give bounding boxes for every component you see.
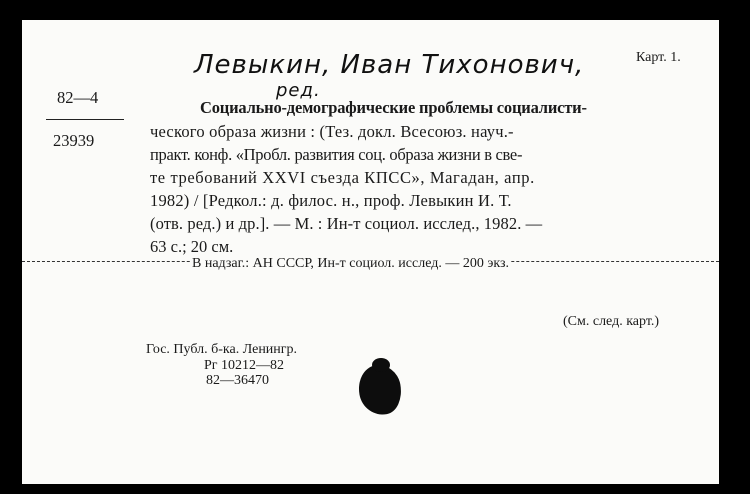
description-line-7: 63 с.; 20 см. bbox=[150, 237, 234, 256]
shelf-mark-bottom: 23939 bbox=[53, 131, 95, 150]
continuation-note: (См. след. карт.) bbox=[563, 314, 660, 329]
description-line-1: Социально-демографические проблемы социалисти- bbox=[200, 98, 587, 117]
description-line-2: ческого образа жизни : (Тез. докл. Всесоюз. науч.- bbox=[150, 122, 514, 141]
shelf-mark-separator bbox=[46, 119, 124, 120]
card-number-label: Карт. 1. bbox=[636, 50, 681, 65]
shelf-mark-top: 82—4 bbox=[57, 88, 99, 107]
description-line-3: практ. конф. «Пробл. развития соц. образа жизни в све- bbox=[150, 145, 523, 164]
library-registration: Рг 10212—82 bbox=[204, 358, 285, 373]
catalog-card bbox=[22, 20, 719, 484]
ink-blot-drop bbox=[372, 358, 390, 372]
handwritten-author: Левыкин, Иван Тихонович, bbox=[194, 50, 585, 80]
description-line-4: те требований XXVI съезда КПСС», Магадан, апр. bbox=[150, 168, 535, 187]
description-line-5: 1982) / [Редкол.: д. филос. н., проф. Левыкин И. Т. bbox=[150, 191, 512, 210]
library-number: 82—36470 bbox=[206, 373, 269, 388]
imprint-note: В надзаг.: АН СССР, Ин-т социол. исслед. — 200 экз. bbox=[192, 256, 510, 271]
handwritten-role: ред. bbox=[276, 80, 321, 101]
library-name: Гос. Публ. б-ка. Ленингр. bbox=[146, 342, 298, 357]
description-line-6: (отв. ред.) и др.]. — М. : Ин-т социол. исслед., 1982. — bbox=[150, 214, 543, 233]
